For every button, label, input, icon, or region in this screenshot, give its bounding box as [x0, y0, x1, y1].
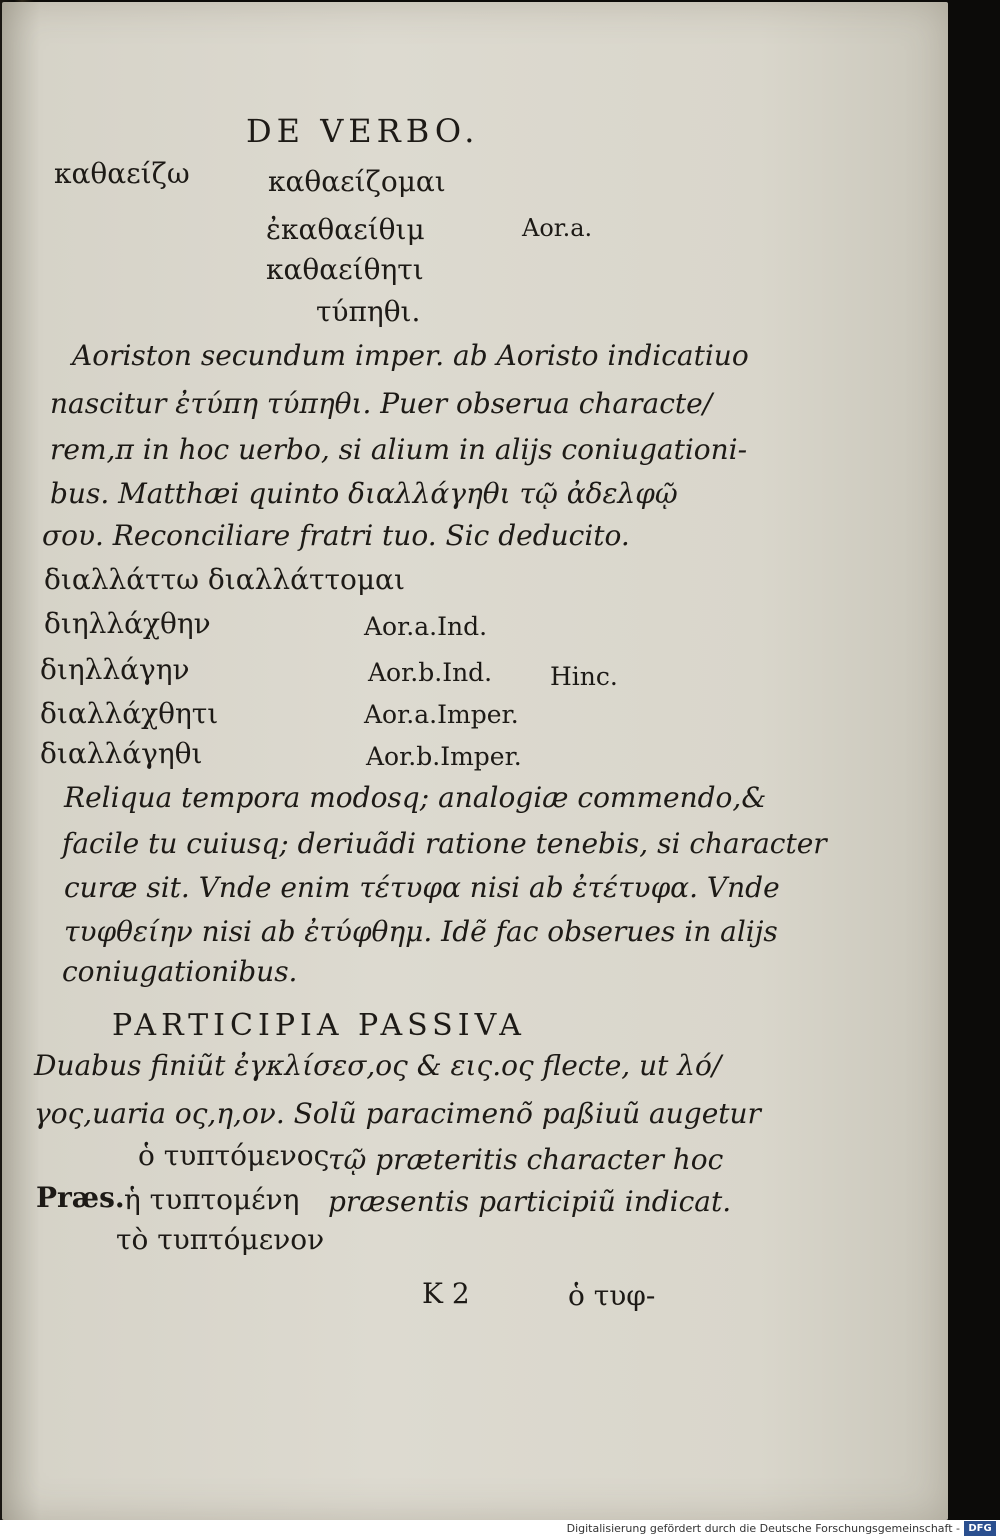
table1-left: καθαείζω — [54, 157, 190, 190]
p3-line-1: Duabus finiũt ἐγκλίσεσ,ος & εις.ος flecte, ut λό/ — [34, 1049, 722, 1082]
p1-line-5: σου. Reconciliare fratri tuo. Sic deducito. — [42, 519, 630, 552]
table1-row-1: καθαείζομαι — [268, 165, 446, 198]
catchword: ὁ τυφ- — [568, 1279, 656, 1312]
p2-line-4: τυφθείην nisi ab ἐτύφθημ. Idẽ fac obserues in alijs — [64, 915, 778, 948]
p1-line-2: nascitur ἐτύπη τύπηθι. Puer obserua characte/ — [50, 387, 713, 420]
p1-line-3: rem,π in hoc uerbo, si alium in alijs coniugationi- — [50, 433, 748, 466]
table2-label-4: Aor.b.Imper. — [366, 742, 522, 771]
verb-pair: διαλλάττω διαλλάττομαι — [44, 563, 405, 596]
p3-line-2: γος,uaria ος,η,ον. Solũ paracimenõ paßiuũ augetur — [34, 1097, 761, 1130]
p1-line-4: bus. Matthæi quinto διαλλάγηθι τῷ ἀδελφῷ — [50, 477, 678, 510]
table2-greek-2: διηλλάγην — [40, 653, 190, 686]
participle-note-2: præsentis participiũ indicat. — [328, 1185, 732, 1218]
p2-line-1: Reliqua tempora modosq; analogiæ commendo,& — [64, 781, 767, 814]
participle-fem: ἡ τυπτομένη — [124, 1183, 300, 1216]
table1-row-3: καθαείθητι — [266, 253, 424, 286]
p1-line-1: Aoriston secundum imper. ab Aoristo indicatiuo — [72, 339, 749, 372]
signature-mark: K 2 — [422, 1277, 470, 1310]
p2-line-5: coniugationibus. — [62, 955, 298, 988]
table1-row-4: τύπηθι. — [316, 295, 421, 328]
participle-neut: τὸ τυπτόμενον — [116, 1223, 325, 1256]
table2-label-3: Aor.a.Imper. — [364, 700, 519, 729]
table2-greek-3: διαλλάχθητι — [40, 697, 219, 730]
table2-extra-2: Hinc. — [550, 662, 618, 691]
participle-masc: ὁ τυπτόμενος — [138, 1139, 330, 1172]
table1-note: Aor.a. — [522, 214, 593, 242]
participle-note-1: τῷ præteritis character hoc — [328, 1143, 724, 1176]
running-head: DE VERBO. — [246, 112, 480, 150]
table1-row-2: ἐκαθαείθιμ — [266, 213, 425, 246]
dfg-logo: DFG — [964, 1521, 996, 1536]
footer-credit: Digitalisierung gefördert durch die Deutsche Forschungsgemeinschaft - — [566, 1522, 960, 1535]
table2-label-2: Aor.b.Ind. — [368, 658, 493, 687]
table2-greek-4: διαλλάγηθι — [40, 737, 203, 770]
table2-label-1: Aor.a.Ind. — [364, 612, 488, 641]
digitization-footer — [0, 1520, 1000, 1538]
section-title: PARTICIPIA PASSIVA — [112, 1008, 526, 1043]
p2-line-3: curæ sit. Vnde enim τέτυφα nisi ab ἐτέτυφα. Vnde — [64, 871, 780, 904]
p2-line-2: facile tu cuiusq; deriuãdi ratione tenebis, si character — [62, 827, 827, 860]
participle-prefix: Præs. — [36, 1181, 125, 1214]
table2-greek-1: διηλλάχθην — [44, 607, 211, 640]
